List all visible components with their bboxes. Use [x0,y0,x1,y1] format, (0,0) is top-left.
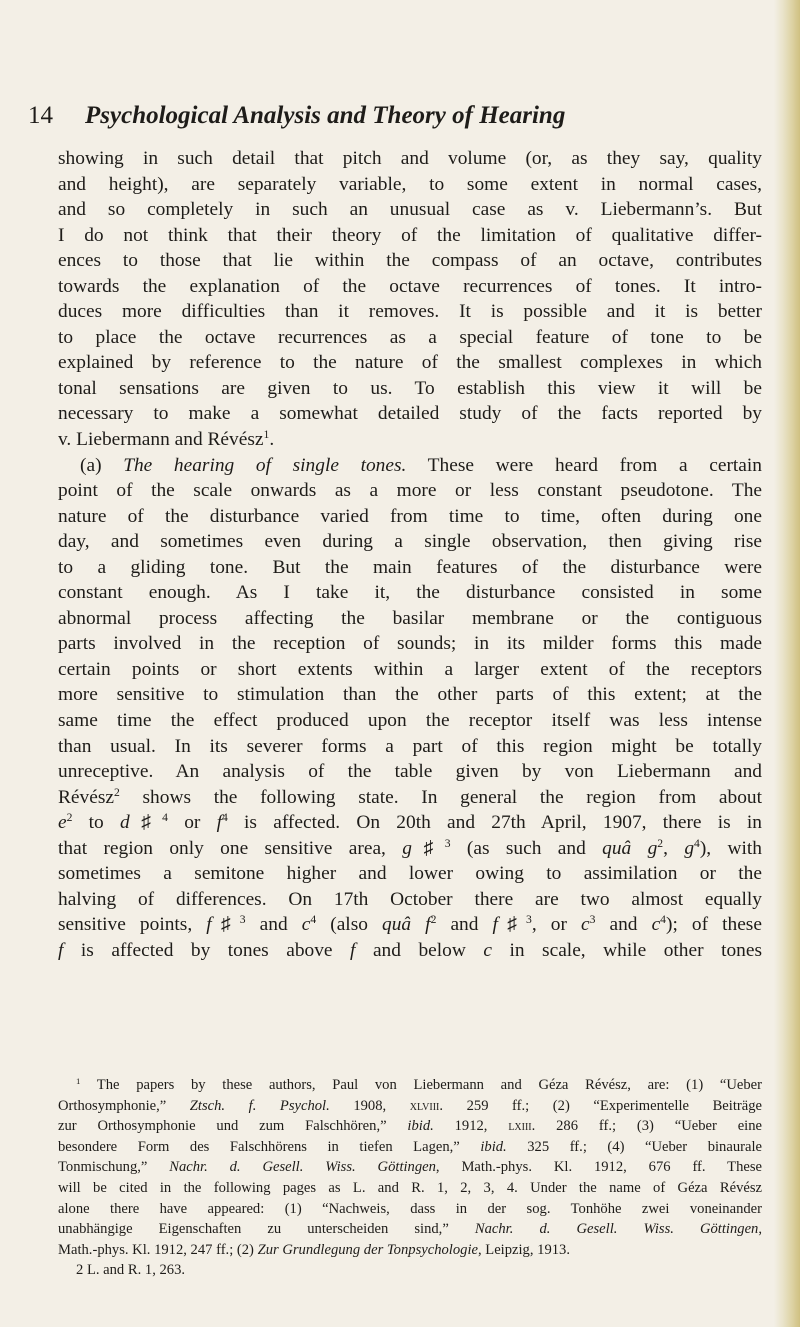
paragraph-1: showing in such detail that pitch and volume (or, as they say, quality and height), are separately variable, to some extent in normal cases, and so completely in such an unusual case as v. Liebermann’s. But I do not think that their theory of the limitation of qualitative differ- ences to those that lie within the compass of an octave, contributes towards the explanation of the octave recurrences of tones. It intro- duces more difficulties than it removes. It is possible and it is better to place the octave recurrences as a special feature of tone to be explained by reference to the nature of the smallest complexes in which tonal sensations are given to us. To establish this view it will be necessary to make a somewhat detailed study of the facts reported by v. Liebermann and Révész$^1$. [58,148,762,451]
section-heading: The hearing of single tones. [123,454,407,476]
paragraph-2: (a) The hearing of single tones. These were heard from a certain point of the scale onwards as a more or less constant pseudotone. The nature of the disturbance varied from time to time, often during one day, and sometimes even during a single observation, then giving rise to a gliding tone. But the main features of the disturbance were constant enough. As I take it, the disturbance consisted in some abnormal process affecting the basilar membrane or the contiguous parts involved in the reception of sounds; in its milder forms this made certain points or short extents within a larger extent of the receptors more sensitive to stimulation than the other parts of this extent; at the same time the effect produced upon the receptor itself was less intense than usual. In its severer forms a part of this region might be totally unreceptive. An analysis of the table given by von Liebermann and Révész$^2$ shows the following state. In general the region from about $e^2$ to d♯$^4$ or $f^4$ is affected. On 20th and 27th April, 1907, there is in that region only one sensitive area, g♯$^3$ (as such and quâ $g^2$, $g^4$), with sometimes a semitone higher and lower owing to assimilation or the halving of differences. On 17th October there are two almost equally sensitive points, f♯$^3$ and $c^4$ (also quâ $f^2$ and f♯$^3$, or $c^3$ and $c^4$); of these f is affected by tones above f and below c in scale, while other tones [58,454,763,961]
page-edge-shadow [774,0,800,1327]
footnotes [58,1075,762,1281]
page-number: 14 [28,102,53,129]
body-text [58,146,762,964]
running-title: Psychological Analysis and Theory of Hearing [85,102,566,129]
section-label: (a) [80,454,102,476]
footnote-2-text: 2 L. and R. 1, 263. [76,1262,186,1279]
footnote-1: $^1$ The papers by these authors, Paul von Liebermann and Géza Révész, are: (1) “Ueber Orthosymphonie,” Ztsch. f. Psychol. 1908, xlviii. 259 ff.; (2) “Experimentelle Beiträge zur Orthosymphonie und zum Falschhören,” ibid. 1912, lxiii. 286 ff.; (3) “Ueber eine besondere Form des Falschhörens in tiefen Lagen,” ibid. 325 ff.; (4) “Ueber binaurale Tonmischung,” Nachr. d. Gesell. Wiss. Göttingen, Math.-phys. Kl. 1912, 676 ff. These will be cited in the following pages as L. and R. 1, 2, 3, 4. Under the name of Géza Révész alone there have appeared: (1) “Nachweis, dass in der sog. Tonhöhe zwei voneinander unabhängige Eigenschaften zu unterscheiden sind,” Nachr. d. Gesell. Wiss. Göttingen, Math.-phys. Kl. 1912, 247 ff.; (2) Zur Grundlegung der Tonpsychologie, Leipzig, 1913. [58,1075,763,1258]
footnote-2 [58,1260,762,1281]
page-header [28,102,768,142]
